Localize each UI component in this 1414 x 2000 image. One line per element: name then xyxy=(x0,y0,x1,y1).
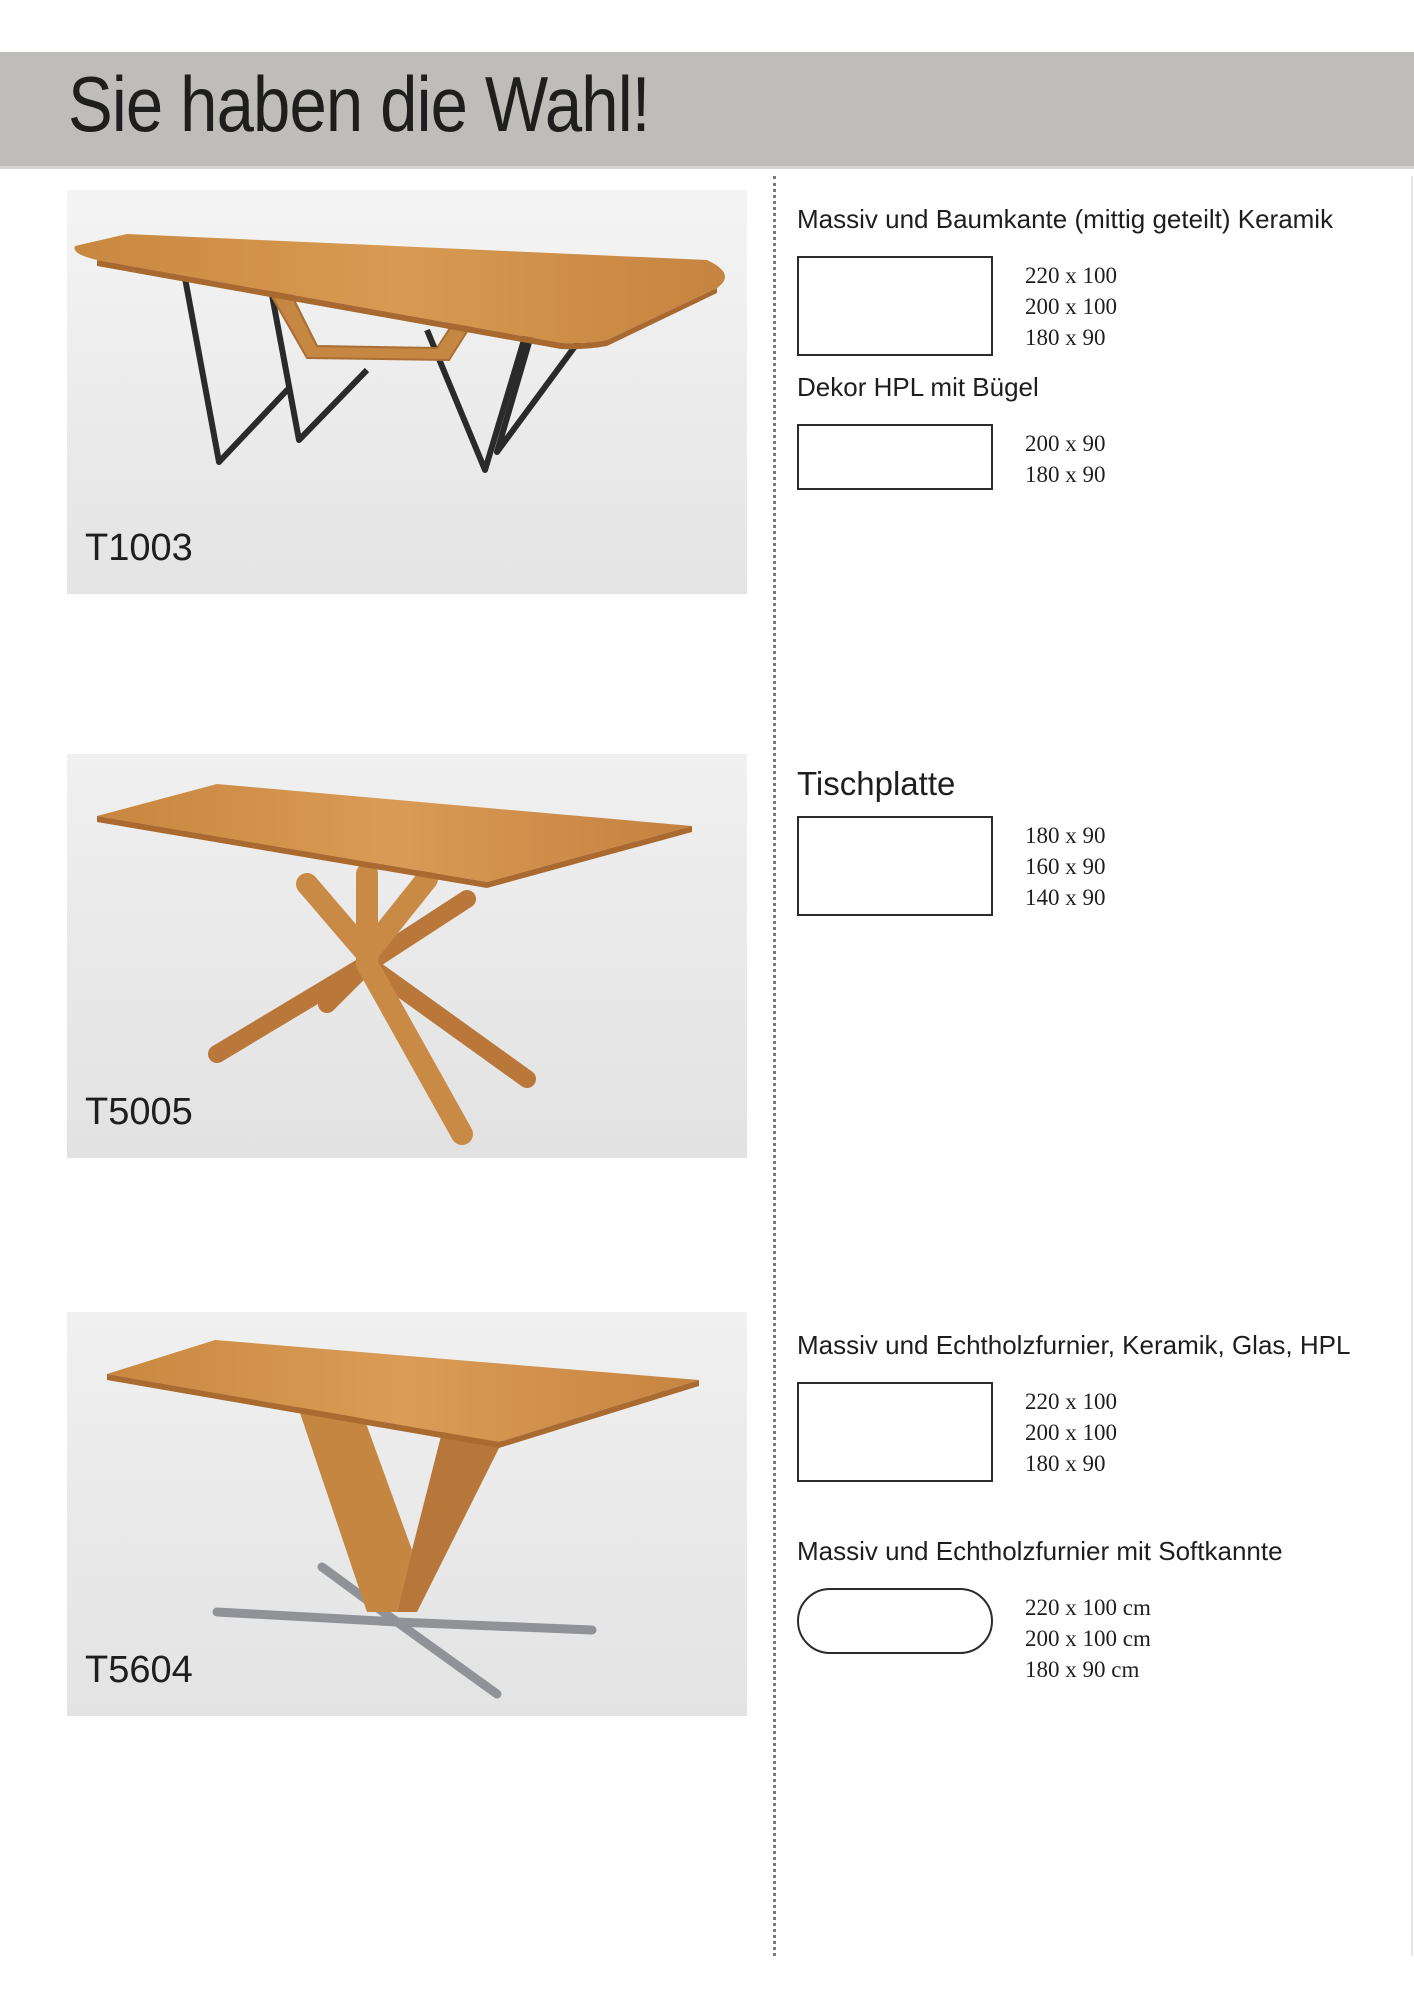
size-value: 160 x 90 xyxy=(1025,854,1106,879)
product-photo-t1003 xyxy=(67,190,747,594)
column-divider xyxy=(773,176,776,1956)
model-label: T5005 xyxy=(85,1091,193,1133)
size-list xyxy=(1025,820,1106,913)
rectangle-shape-icon xyxy=(797,424,993,490)
size-value: 180 x 90 xyxy=(1025,462,1106,487)
rectangle-shape-icon xyxy=(797,256,993,356)
size-value: 140 x 90 xyxy=(1025,885,1106,910)
model-label: T1003 xyxy=(85,527,193,569)
spec-block-t5005 xyxy=(797,764,1357,920)
size-value: 220 x 100 cm xyxy=(1025,1595,1151,1620)
size-list xyxy=(1025,428,1106,490)
size-value: 220 x 100 xyxy=(1025,1389,1117,1414)
size-value: 180 x 90 xyxy=(1025,823,1106,848)
rounded-shape-icon xyxy=(797,1588,993,1654)
product-photo-t5005 xyxy=(67,754,747,1158)
size-list xyxy=(1025,260,1117,353)
product-photo-t5604 xyxy=(67,1312,747,1716)
material-heading: Dekor HPL mit Bügel xyxy=(797,372,1039,402)
size-value: 220 x 100 xyxy=(1025,263,1117,288)
spec-block-t1003 xyxy=(797,202,1357,496)
size-value: 180 x 90 xyxy=(1025,1451,1106,1476)
rectangle-shape-icon xyxy=(797,1382,993,1482)
size-option xyxy=(797,424,1357,496)
size-option xyxy=(797,1382,1357,1486)
spec-block-t5604 xyxy=(797,1328,1357,1692)
size-option xyxy=(797,256,1357,360)
size-value: 200 x 100 xyxy=(1025,1420,1117,1445)
page-title: Sie haben die Wahl! xyxy=(68,60,650,148)
size-value: 200 x 90 xyxy=(1025,431,1106,456)
material-heading: Massiv und Echtholzfurnier, Keramik, Glas, HPL xyxy=(797,1330,1351,1360)
model-label: T5604 xyxy=(85,1649,193,1691)
material-heading: Tischplatte xyxy=(797,765,956,802)
material-heading: Massiv und Echtholzfurnier mit Softkannte xyxy=(797,1536,1283,1566)
right-edge-line xyxy=(1411,176,1413,1956)
size-option xyxy=(797,816,1357,920)
size-value: 200 x 100 xyxy=(1025,294,1117,319)
size-list xyxy=(1025,1386,1117,1479)
rectangle-shape-icon xyxy=(797,816,993,916)
size-value: 180 x 90 xyxy=(1025,325,1106,350)
size-value: 200 x 100 cm xyxy=(1025,1626,1151,1651)
material-heading: Massiv und Baumkante (mittig geteilt) Keramik xyxy=(797,204,1334,234)
size-value: 180 x 90 cm xyxy=(1025,1657,1140,1682)
size-list xyxy=(1025,1592,1151,1685)
size-option xyxy=(797,1588,1357,1692)
